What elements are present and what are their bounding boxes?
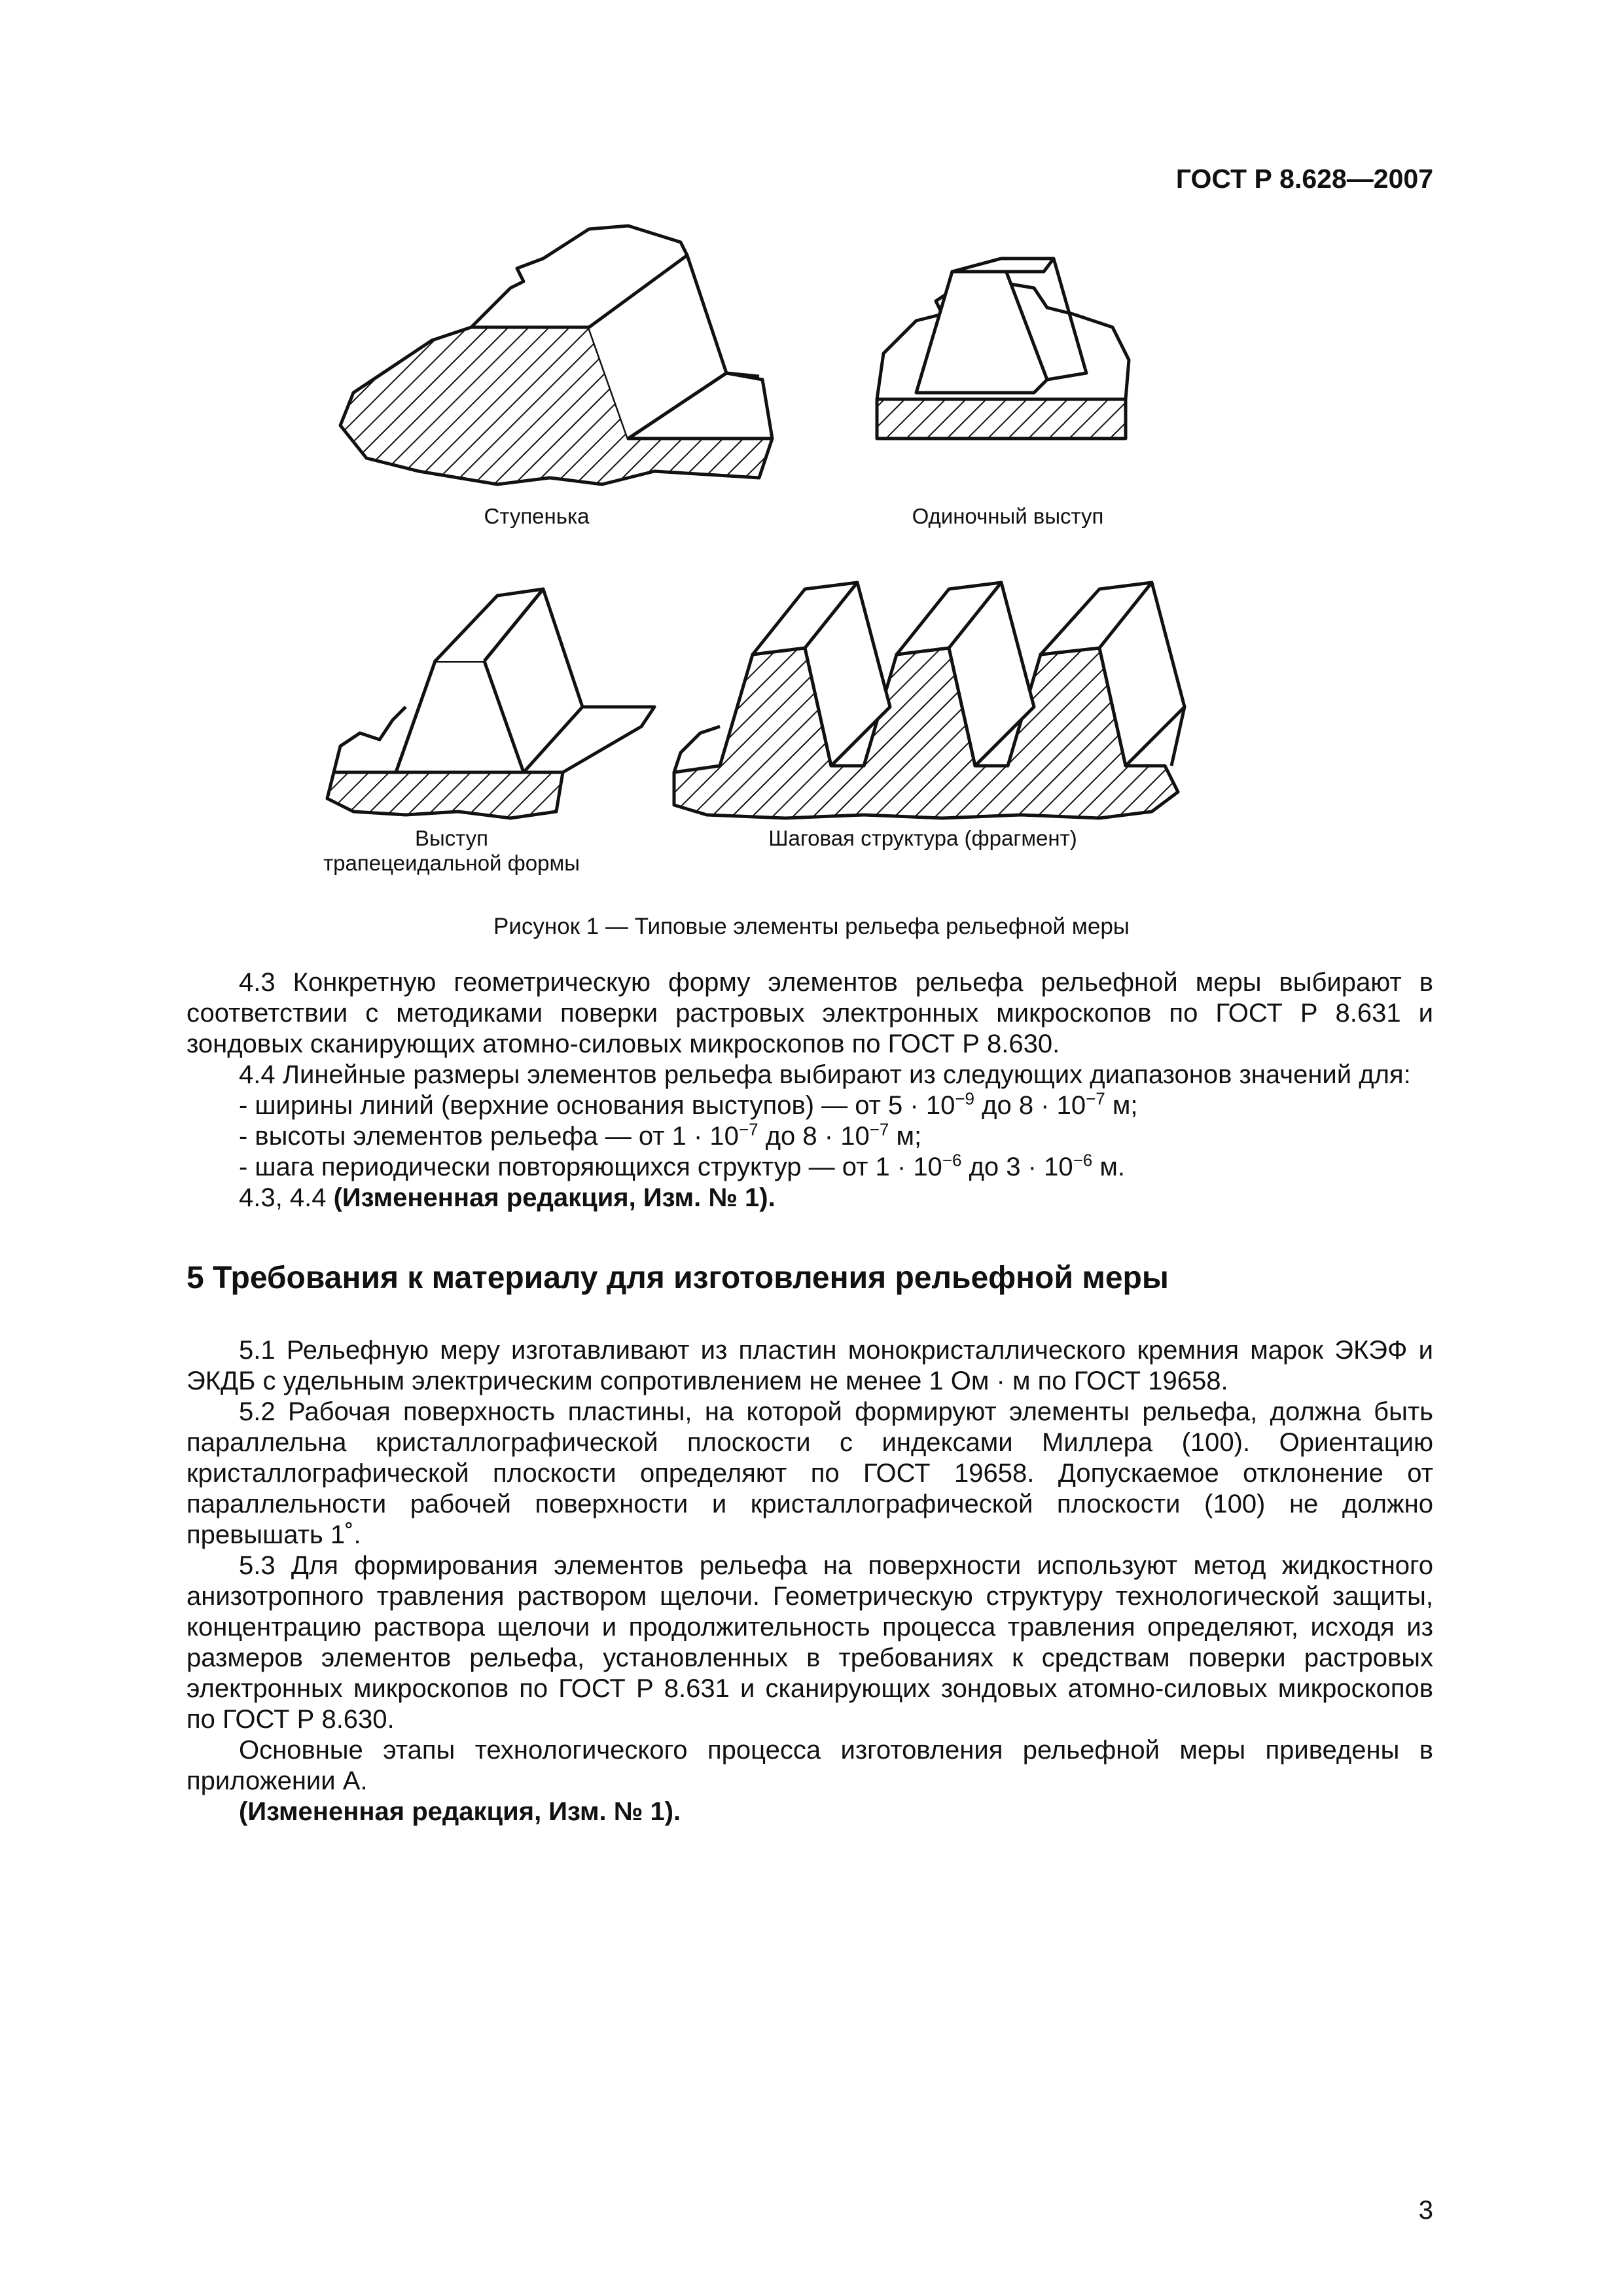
section-5-title: 5 Требования к материалу для изготовления рельефной меры (187, 1261, 1169, 1295)
paragraph-main-stages: Основные этапы технологического процесса изготовления рельефной меры приведены в приложении А. (187, 1736, 1433, 1795)
document-id-header: ГОСТ Р 8.628—2007 (1175, 164, 1433, 194)
pitch-structure-drawing (674, 583, 1185, 818)
list-item: - высоты элементов рельефа — от $1 \cdot 10^{-7}$ до $8 \cdot 10^{-7}$ м; (239, 1119, 922, 1151)
paragraph-4-3: 4.3 Конкретную геометрическую форму элементов рельефа рельефной меры выбирают в соответствии с методиками поверки растровых электронных микроскопов по ГОСТ Р 8.631 и зондовых сканирующих атомно-силовых микроскопов по ГОСТ Р 8.630. (187, 968, 1433, 1058)
figure-label-trapezoid-line2: трапецеидальной формы (323, 851, 580, 875)
amendment-note-4: 4.3, 4.4 (Измененная редакция, Изм. № 1). (239, 1183, 776, 1212)
single-protrusion-drawing (877, 259, 1129, 439)
trapezoidal-protrusion-drawing (327, 589, 654, 818)
ranges-list (187, 1090, 1433, 1183)
step-drawing (340, 226, 772, 484)
figure-label-step: Ступенька (484, 504, 590, 528)
figure-label-trapezoid-line1: Выступ (414, 826, 489, 850)
paragraph-5-1: 5.1 Рельефную меру изготавливают из пластин монокристаллического кремния марок ЭКЭФ и ЭКДБ с удельным электрическим сопротивлением не менее 1 Ом · м по ГОСТ 19658. (187, 1336, 1433, 1395)
section-4-text (187, 967, 1433, 1213)
section-5-text (187, 1335, 1433, 1827)
figure-caption: Рисунок 1 — Типовые элементы рельефа рельефной меры (493, 914, 1130, 939)
page-number: 3 (1418, 2196, 1433, 2225)
amendment-note-5: (Измененная редакция, Изм. № 1). (239, 1797, 681, 1826)
figure-label-pitch: Шаговая структура (фрагмент) (768, 826, 1077, 850)
paragraph-4-4: 4.4 Линейные размеры элементов рельефа выбирают из следующих диапазонов значений для: (239, 1060, 1411, 1089)
figure-1-drawing (0, 0, 1623, 903)
paragraph-5-2: 5.2 Рабочая поверхность пластины, на которой формируют элементы рельефа, должна быть параллельна кристаллографической плоскости с индексами Миллера (100). Ориентацию кристаллографической плоскости определяют по ГОСТ 19658. Допускаемое отклонение от параллельности рабочей поверхности и кристаллографической плоскости (100) не должно превышать 1˚. (187, 1397, 1433, 1549)
figure-label-single: Одиночный выступ (912, 504, 1104, 528)
list-item: - ширины линий (верхние основания выступов) — от $5 \cdot 10^{-9}$ до $8 \cdot 10^{-7}$ м; (239, 1088, 1138, 1120)
list-item: - шага периодически повторяющихся структур — от $1 \cdot 10^{-6}$ до $3 \cdot 10^{-6}$ м. (239, 1150, 1125, 1181)
paragraph-5-3: 5.3 Для формирования элементов рельефа на поверхности используют метод жидкостного анизотропного травления раствором щелочи. Геометрическую структуру технологической защиты, концентрацию раствора щелочи и продолжительность процесса травления определяют, исходя из размеров элементов рельефа, установленных в требованиях к средствам поверки растровых электронных микроскопов по ГОСТ Р 8.631 и сканирующих зондовых атомно-силовых микроскопов по ГОСТ Р 8.630. (187, 1551, 1433, 1734)
